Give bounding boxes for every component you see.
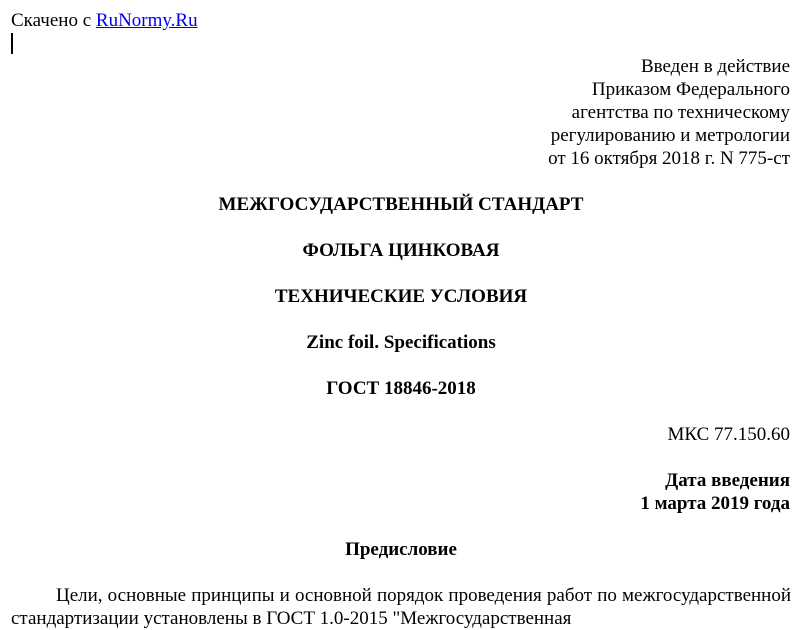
foreword-paragraph: Цели, основные принципы и основной порядок проведения работ по межгосударственной стандартизации установлены в ГОСТ 1.0-2015 "Межгосударственная [11,585,791,629]
enactment-block [548,55,790,170]
text-cursor [11,33,13,54]
introduction-date-value: 1 марта 2019 года [640,493,790,514]
document-subtitle: ТЕХНИЧЕСКИЕ УСЛОВИЯ [274,286,528,307]
enactment-line: агентства по техническому [571,102,790,123]
introduction-date-block [640,469,790,515]
enactment-line: Приказом Федерального [591,79,790,100]
enactment-line: регулированию и метрологии [550,125,790,146]
enactment-line: от 16 октября 2018 г. N 775-ст [548,148,790,169]
source-prefix: Скачено с [11,10,96,31]
source-line [11,9,198,33]
foreword-heading: Предисловие [345,539,457,560]
enactment-line: Введен в действие [640,56,790,77]
english-title: Zinc foil. Specifications [306,332,496,353]
gost-designation: ГОСТ 18846-2018 [326,378,476,399]
standard-type-heading: МЕЖГОСУДАРСТВЕННЫЙ СТАНДАРТ [218,194,584,215]
document-title: ФОЛЬГА ЦИНКОВАЯ [302,240,500,261]
introduction-date-label: Дата введения [665,470,790,491]
mks-code: МКС 77.150.60 [667,424,790,445]
source-link[interactable]: RuNormy.Ru [95,10,198,31]
